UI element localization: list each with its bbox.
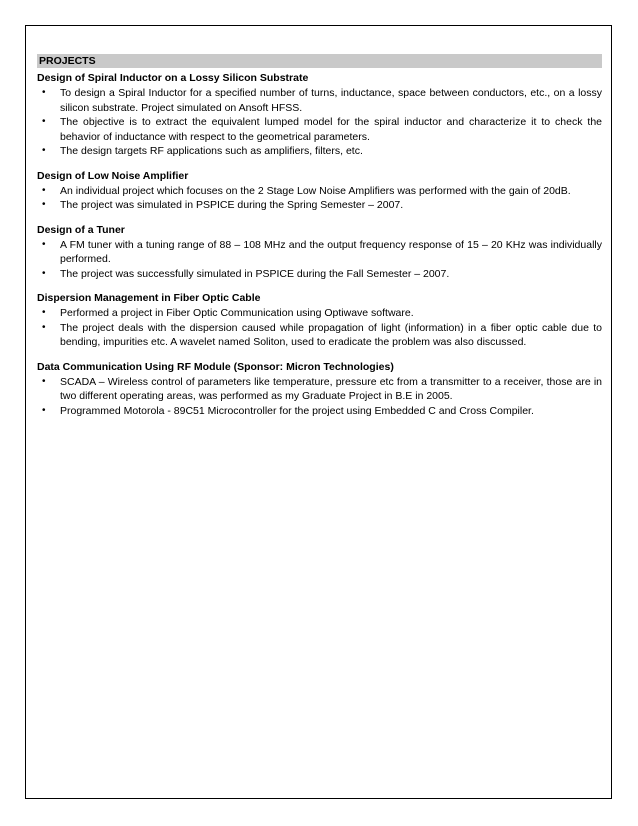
bullet-icon: • <box>42 267 46 279</box>
list-item <box>37 86 602 115</box>
bullet-icon: • <box>42 321 46 333</box>
bullet-icon: • <box>42 404 46 416</box>
list-item-text: A FM tuner with a tuning range of 88 – 108 MHz and the output frequency response of 15 – 20 KHz was individually performed. <box>60 238 602 265</box>
bullet-icon: • <box>42 307 46 318</box>
list-item-text: The project was successfully simulated in PSPICE during the Fall Semester – 2007. <box>60 267 450 280</box>
list-item-text: SCADA – Wireless control of parameters like temperature, pressure etc from a transmitter to a receiver, those are in two different operating areas, was performed as my Graduate Project in B.E in 2005. <box>60 375 602 402</box>
projects-section <box>37 54 602 428</box>
list-item <box>37 115 602 144</box>
list-item <box>37 321 602 350</box>
bullet-list <box>37 86 602 159</box>
project-dispersion-management <box>37 291 602 350</box>
bullet-icon: • <box>42 184 46 196</box>
list-item <box>37 184 602 199</box>
bullet-list <box>37 238 602 282</box>
project-title: Data Communication Using RF Module (Sponsor: Micron Technologies) <box>37 360 394 373</box>
bullet-list <box>37 375 602 419</box>
list-item-text: The objective is to extract the equivalent lumped model for the spiral inductor and characterize it to check the behavior of inductance with respect to the geometrical parameters. <box>60 116 602 143</box>
list-item-text: The project deals with the dispersion caused while propagation of light (information) in a fiber optic cable due to bending, impurities etc. A wavelet named Soliton, used to eradicate the problem was also discussed. <box>60 321 602 348</box>
project-title: Design of a Tuner <box>37 223 125 236</box>
bullet-icon: • <box>42 145 46 156</box>
bullet-icon: • <box>42 238 46 250</box>
list-item-text: Performed a project in Fiber Optic Communication using Optiwave software. <box>60 307 414 319</box>
list-item-text: Programmed Motorola - 89C51 Microcontroller for the project using Embedded C and Cross Compiler. <box>60 404 534 417</box>
bullet-icon: • <box>42 87 46 98</box>
bullet-list <box>37 306 602 350</box>
list-item <box>37 198 602 213</box>
list-item <box>37 404 602 419</box>
list-item-text: To design a Spiral Inductor for a specified number of turns, inductance, space between conductors, etc., on a lossy silicon substrate. Project simulated on Ansoft HFSS. <box>60 87 602 114</box>
list-item-text: The project was simulated in PSPICE during the Spring Semester – 2007. <box>60 199 404 211</box>
list-item <box>37 306 602 321</box>
list-item-text: The design targets RF applications such as amplifiers, filters, etc. <box>60 145 363 157</box>
project-low-noise-amplifier <box>37 169 602 213</box>
list-item <box>37 267 602 282</box>
bullet-icon: • <box>42 375 46 387</box>
list-item <box>37 144 602 159</box>
project-spiral-inductor <box>37 71 602 159</box>
bullet-list <box>37 184 602 213</box>
list-item-text: An individual project which focuses on the 2 Stage Low Noise Amplifiers was performed with the gain of 20dB. <box>60 184 571 197</box>
bullet-icon: • <box>42 116 46 127</box>
project-title: Design of Low Noise Amplifier <box>37 169 189 182</box>
list-item <box>37 375 602 404</box>
bullet-icon: • <box>42 199 46 210</box>
project-title: Dispersion Management in Fiber Optic Cable <box>37 292 261 304</box>
project-title: Design of Spiral Inductor on a Lossy Silicon Substrate <box>37 72 309 84</box>
section-header: PROJECTS <box>37 54 602 68</box>
project-tuner <box>37 223 602 282</box>
project-data-communication <box>37 360 602 419</box>
list-item <box>37 238 602 267</box>
